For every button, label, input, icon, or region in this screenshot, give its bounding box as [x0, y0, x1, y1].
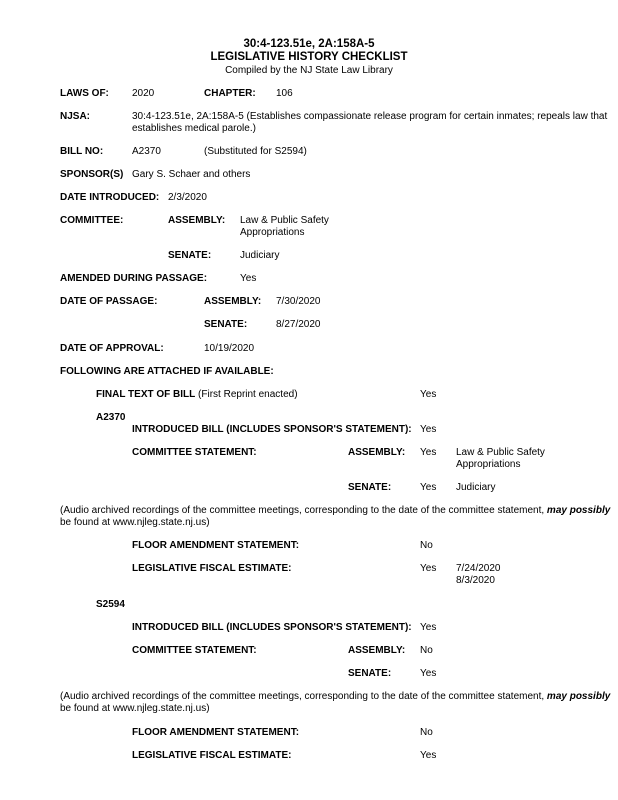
s2594-audio-note-line-1: [60, 691, 610, 703]
committee-assembly-value-1: Law & Public Safety: [240, 215, 329, 226]
chapter-value: 106: [276, 88, 293, 99]
compiled-by: Compiled by the NJ State Law Library: [225, 65, 393, 76]
final-text-row: [96, 389, 298, 401]
statute-citation: 30:4-123.51e, 2A:158A-5: [243, 38, 375, 50]
a2370-committee-label: COMMITTEE STATEMENT:: [132, 447, 257, 458]
a2370-senate-value: Yes: [420, 482, 437, 493]
bill-no-note: (Substituted for S2594): [204, 146, 307, 157]
a2370-assembly-detail-2: Appropriations: [456, 459, 521, 470]
s2594-senate-value: Yes: [420, 668, 437, 679]
sponsor-label: SPONSOR(S): [60, 169, 124, 180]
page-title: LEGISLATIVE HISTORY CHECKLIST: [210, 51, 408, 63]
following-heading: FOLLOWING ARE ATTACHED IF AVAILABLE:: [60, 366, 274, 377]
bill-no-label: BILL NO:: [60, 146, 104, 157]
passage-senate-value: 8/27/2020: [276, 319, 321, 330]
committee-assembly-value-2: Appropriations: [240, 227, 305, 238]
s2594-floor-label: FLOOR AMENDMENT STATEMENT:: [132, 727, 300, 738]
a2370-audio-text: (Audio archived recordings of the committee meetings, corresponding to the date of the committee statement,: [60, 505, 545, 516]
passage-assembly-label: ASSEMBLY:: [204, 296, 262, 307]
s2594-senate-label: SENATE:: [348, 668, 392, 679]
passage-senate-label: SENATE:: [204, 319, 248, 330]
a2370-introduced-value: Yes: [420, 424, 437, 435]
a2370-assembly-detail-1: Law & Public Safety: [456, 447, 545, 458]
s2594-introduced-value: Yes: [420, 622, 437, 633]
s2594-assembly-label: ASSEMBLY:: [348, 645, 406, 656]
s2594-assembly-value: No: [420, 645, 433, 656]
date-of-approval-value: 10/19/2020: [204, 343, 255, 354]
date-introduced-value: 2/3/2020: [168, 192, 207, 203]
laws-of-value: 2020: [132, 88, 155, 99]
s2594-committee-label: COMMITTEE STATEMENT:: [132, 645, 257, 656]
committee-senate-label: SENATE:: [168, 250, 212, 261]
a2370-audio-note-line-2: be found at www.njleg.state.nj.us): [60, 517, 210, 528]
a2370-audio-emphasis: may possibly: [546, 505, 611, 516]
final-text-value: Yes: [420, 389, 437, 400]
s2594-audio-note-line-2: be found at www.njleg.state.nj.us): [60, 703, 210, 714]
committee-senate-value: Judiciary: [240, 250, 280, 261]
a2370-introduced-label: INTRODUCED BILL (INCLUDES SPONSOR'S STATEMENT):: [132, 424, 412, 435]
s2594-heading: S2594: [96, 599, 125, 610]
a2370-fiscal-value: Yes: [420, 563, 437, 574]
date-of-approval-label: DATE OF APPROVAL:: [60, 343, 164, 354]
date-introduced-label: DATE INTRODUCED:: [60, 192, 160, 203]
s2594-fiscal-value: Yes: [420, 750, 437, 761]
final-text-label: FINAL TEXT OF BILL: [96, 389, 196, 400]
a2370-fiscal-label: LEGISLATIVE FISCAL ESTIMATE:: [132, 563, 292, 574]
laws-of-label: LAWS OF:: [60, 88, 109, 99]
passage-assembly-value: 7/30/2020: [276, 296, 321, 307]
date-of-passage-label: DATE OF PASSAGE:: [60, 296, 158, 307]
chapter-label: CHAPTER:: [204, 88, 256, 99]
a2370-heading: A2370: [96, 412, 126, 423]
s2594-floor-value: No: [420, 727, 433, 738]
amended-value: Yes: [240, 273, 257, 284]
a2370-fiscal-date-2: 8/3/2020: [456, 575, 495, 586]
njsa-line-1: 30:4-123.51e, 2A:158A-5 (Establishes compassionate release program for certain inmates; repeals law that: [132, 111, 608, 122]
amended-label: AMENDED DURING PASSAGE:: [60, 273, 208, 284]
final-text-note: (First Reprint enacted): [198, 389, 298, 400]
sponsor-value: Gary S. Schaer and others: [132, 169, 251, 180]
bill-no-value: A2370: [132, 146, 161, 157]
a2370-fiscal-date-1: 7/24/2020: [456, 563, 501, 574]
a2370-floor-value: No: [420, 540, 433, 551]
a2370-senate-detail: Judiciary: [456, 482, 496, 493]
a2370-assembly-label: ASSEMBLY:: [348, 447, 406, 458]
s2594-introduced-label: INTRODUCED BILL (INCLUDES SPONSOR'S STATEMENT):: [132, 622, 412, 633]
s2594-fiscal-label: LEGISLATIVE FISCAL ESTIMATE:: [132, 750, 292, 761]
njsa-line-2: establishes medical parole.): [132, 123, 256, 134]
committee-assembly-label: ASSEMBLY:: [168, 215, 226, 226]
a2370-senate-label: SENATE:: [348, 482, 392, 493]
s2594-audio-emphasis: may possibly: [546, 691, 611, 702]
a2370-audio-note-line-1: [60, 505, 610, 517]
s2594-audio-text: (Audio archived recordings of the committee meetings, corresponding to the date of the committee statement,: [60, 691, 545, 702]
a2370-floor-label: FLOOR AMENDMENT STATEMENT:: [132, 540, 300, 551]
njsa-label: NJSA:: [60, 111, 91, 122]
committee-label: COMMITTEE:: [60, 215, 124, 226]
a2370-assembly-value: Yes: [420, 447, 437, 458]
